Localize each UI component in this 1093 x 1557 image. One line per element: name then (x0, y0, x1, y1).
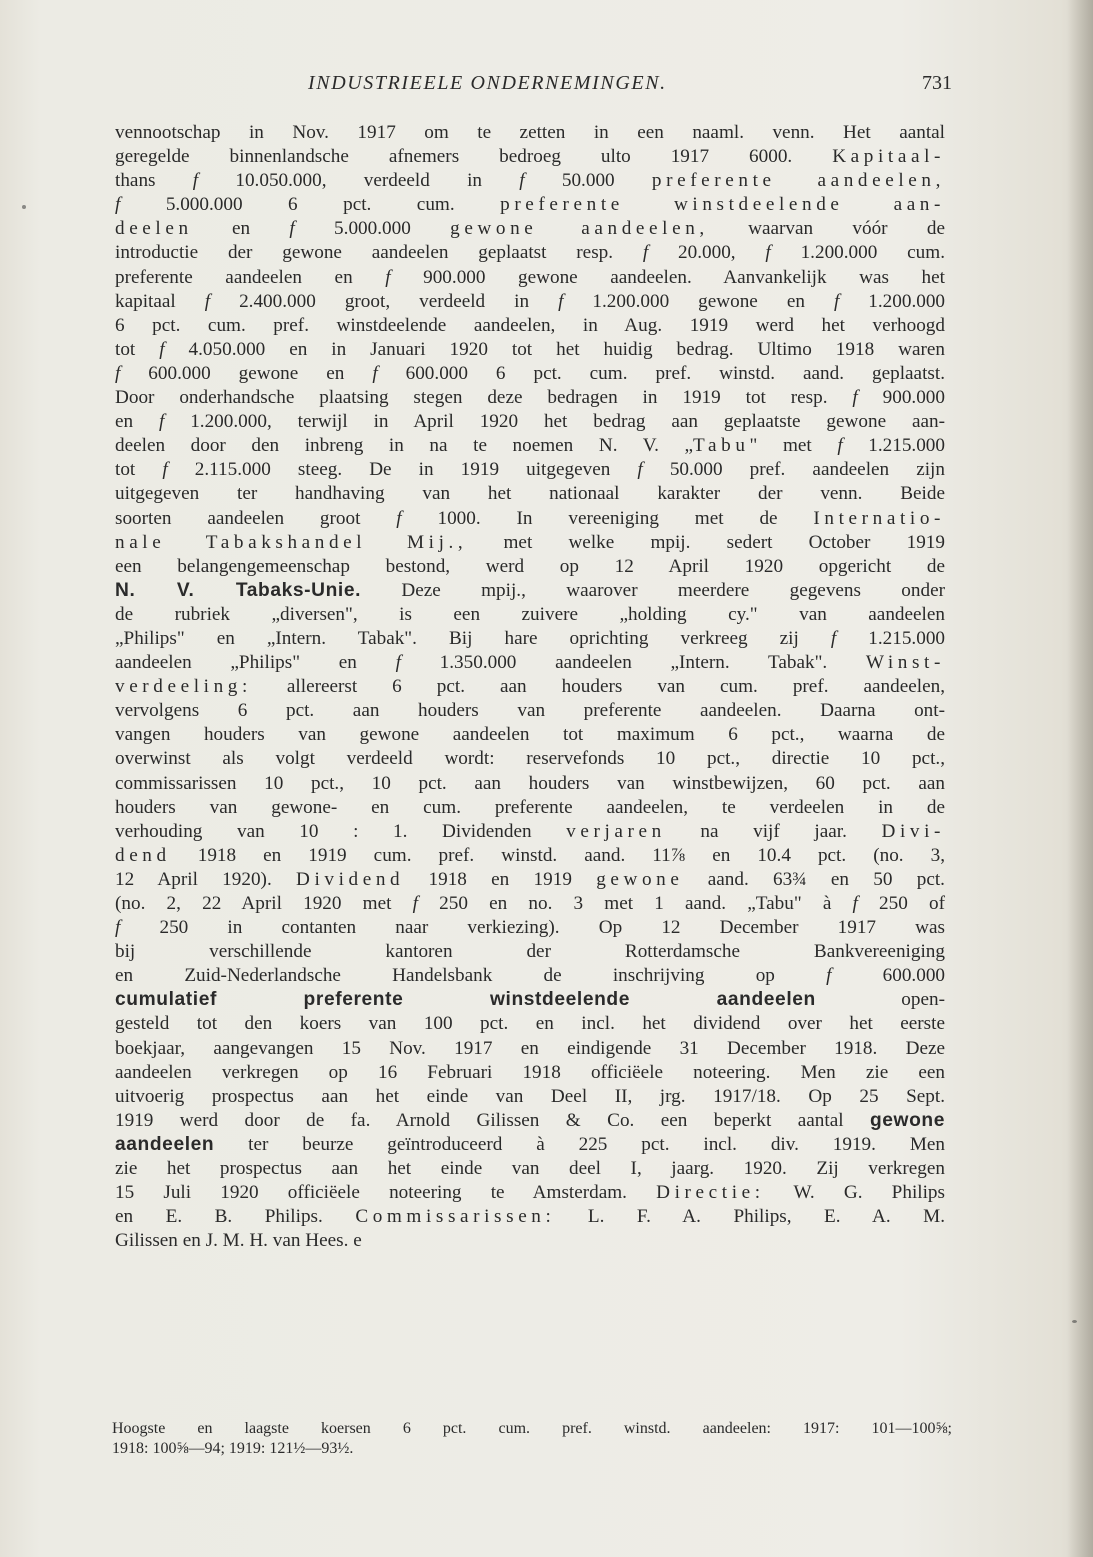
text-segment: gesteld tot den koers van 100 pct. en incl. het dividend over het eerste (115, 1013, 945, 1035)
text-segment: 1918 en 1919 cum. pref. winstd. aand. 11⅞ en 10.4 pct. (no. 3, (170, 844, 945, 866)
text-line (115, 603, 945, 627)
text-segment: Gilissen en J. M. H. van Hees. e (115, 1230, 362, 1252)
text-segment: nale Tabakshandel Mij., (115, 531, 468, 553)
text-segment: f (765, 242, 771, 264)
text-segment: f (204, 290, 211, 312)
text-segment: 250 of (857, 893, 945, 914)
text-line (115, 772, 945, 796)
text-segment: 6 pct. cum. pref. winstdeelende aandeelen, in Aug. 1919 werd het verhoogd (115, 314, 945, 336)
text-segment: f (158, 411, 165, 433)
text-segment: (no. 2, 22 April 1920 met (115, 893, 413, 914)
text-line (115, 169, 945, 193)
text-segment: f (519, 170, 525, 192)
text-line (115, 964, 945, 988)
text-segment: ter beurze geïntroduceerd à 225 pct. incl. div. 1919. Men (214, 1133, 945, 1155)
text-segment: 900.000 gewone aandeelen. Aanvankelijk was het (390, 266, 945, 288)
text-line (115, 1157, 945, 1181)
text-line (115, 482, 945, 506)
text-segment: commissarissen 10 pct., 10 pct. aan houders van winstbewijzen, 60 pct. aan (115, 772, 945, 794)
text-segment: Internatio- (813, 507, 945, 529)
text-line (115, 410, 945, 434)
text-segment: preferente aandeelen en (115, 266, 386, 288)
text-segment: 1.215.000 (842, 435, 945, 457)
text-segment: f (385, 266, 391, 288)
text-line (115, 507, 945, 531)
text-segment: f (833, 290, 840, 312)
text-line (115, 651, 945, 675)
body-text (115, 121, 945, 1253)
text-segment: f (837, 435, 843, 457)
text-line (115, 1133, 945, 1157)
text-segment: zie het prospectus aan het einde van deel I, jaarg. 1920. Zij verkregen (115, 1158, 945, 1180)
text-segment: 1.200.000 cum. (770, 242, 945, 264)
text-segment: open- (815, 989, 945, 1011)
text-segment: f (830, 627, 837, 649)
text-segment: f (637, 459, 643, 481)
text-line (115, 675, 945, 699)
text-segment: f (289, 218, 295, 240)
text-segment: 600.000 gewone en (120, 362, 373, 384)
footnote-line: 1918: 100⅝—94; 1919: 121½—93½. (112, 1440, 354, 1457)
text-segment: f (115, 917, 121, 939)
text-line (115, 121, 945, 145)
text-line (115, 145, 945, 169)
text-line (115, 362, 945, 386)
text-segment: na vijf jaar. (665, 820, 882, 842)
text-line (115, 579, 945, 603)
text-segment: 20.000, (648, 242, 766, 264)
text-line (115, 1205, 945, 1229)
text-segment: 50.000 pref. aandeelen zijn (642, 459, 945, 481)
text-segment: dend (115, 844, 171, 866)
text-segment: " met (749, 435, 838, 457)
text-line (115, 627, 945, 651)
text-segment: waarvan vóór de (708, 218, 945, 240)
text-segment: verjaren (566, 820, 666, 842)
text-segment: een belangengemeenschap bestond, werd op 12 April 1920 opgericht de (115, 555, 945, 577)
page-header (112, 72, 952, 102)
text-line (115, 916, 945, 940)
text-line (115, 193, 945, 217)
text-segment: L. F. A. Philips, E. A. M. (555, 1206, 945, 1228)
text-line (115, 723, 945, 747)
text-segment: verdeeling: (115, 676, 252, 698)
text-segment: 2.400.000 groot, verdeeld in (210, 290, 559, 312)
text-segment: boekjaar, aangevangen 15 Nov. 1917 en eindigende 31 December 1918. Deze (115, 1037, 945, 1059)
text-segment: tot (115, 338, 160, 360)
text-segment: f (115, 362, 121, 384)
text-segment: Dividend (296, 868, 405, 890)
text-segment: 15 Juli 1920 officiëele noteering te Amsterdam. (115, 1182, 657, 1204)
text-line (115, 747, 945, 771)
text-segment: overwinst als volgt verdeeld wordt: reservefonds 10 pct., directie 10 pct., (115, 748, 945, 770)
text-line (115, 868, 945, 892)
text-segment: Kapitaal- (832, 146, 945, 168)
text-segment: preferente aandeelen, (651, 170, 945, 192)
text-segment: 50.000 (524, 170, 652, 192)
text-segment: en (192, 218, 290, 240)
text-segment: 1.200.000 (839, 290, 946, 312)
text-segment: 1.200.000, terwijl in April 1920 het bedrag aan geplaatste gewone aan- (164, 411, 945, 433)
text-line (115, 1229, 945, 1253)
text-segment: 1918 en 1919 (404, 868, 597, 890)
text-line (115, 386, 945, 410)
text-segment: en Zuid-Nederlandsche Handelsbank de inschrijving op (115, 965, 827, 987)
text-segment: f (372, 362, 378, 384)
text-segment: 600.000 (831, 965, 945, 987)
text-segment: verhouding van 10 : 1. Dividenden (115, 820, 567, 842)
text-line (115, 314, 945, 338)
text-segment: soorten aandeelen groot (115, 507, 397, 529)
page-number: 731 (922, 72, 952, 94)
text-segment: 250 in contanten naar verkiezing). Op 12 December 1917 was (120, 917, 945, 939)
text-line (115, 266, 945, 290)
text-segment: allereerst 6 pct. aan houders van cum. pref. aandeelen, (251, 676, 945, 698)
text-segment: bij verschillende kantoren der Rotterdamsche Bankvereeniging (115, 941, 945, 963)
text-segment: met welke mpij. sedert October 1919 (467, 531, 945, 553)
text-segment: f (852, 893, 858, 914)
text-segment: 4.050.000 en in Januari 1920 tot het huidig bedrag. Ultimo 1918 waren (164, 338, 945, 360)
text-segment: aandeelen verkregen op 16 Februari 1918 officiëele noteering. Men zie een (115, 1061, 945, 1083)
text-segment: Directie: (656, 1182, 765, 1204)
text-segment: Commissarissen: (355, 1206, 556, 1228)
text-segment: uitgegeven ter handhaving van het nationaal karakter der venn. Beide (115, 483, 945, 505)
text-segment: 600.000 6 pct. cum. pref. winstd. aand. geplaatst. (377, 362, 945, 384)
footnote (112, 1419, 952, 1459)
text-segment: 1919 werd door de fa. Arnold Gilissen & Co. een beperkt aantal (115, 1109, 870, 1131)
text-line (115, 699, 945, 723)
text-segment: aandeelen (115, 1133, 215, 1155)
text-segment: f (192, 170, 199, 192)
text-segment: 5.000.000 6 pct. cum. (120, 194, 501, 216)
footnote-line: Hoogste en laagste koersen 6 pct. cum. pref. winstd. aandeelen: 1917: 101—100⅝; (112, 1420, 952, 1437)
text-segment: kapitaal (115, 290, 205, 312)
text-segment: deelen door den inbreng in na te noemen N. V. „ (115, 435, 694, 457)
text-line (115, 988, 945, 1012)
text-segment: f (852, 387, 858, 409)
text-segment: de rubriek „diversen", is een zuivere „holding cy." van aandeelen (115, 603, 945, 625)
text-segment: vangen houders van gewone aandeelen tot maximum 6 pct., waarna de (115, 724, 945, 746)
text-line (115, 458, 945, 482)
text-segment: 1.200.000 gewone en (563, 290, 834, 312)
text-segment: cumulatief preferente winstdeelende aandeelen (115, 989, 816, 1011)
text-segment: f (558, 290, 564, 312)
text-line (115, 892, 945, 916)
text-line (115, 1085, 945, 1109)
text-segment: 250 en no. 3 met 1 aand. „Tabu" à (417, 893, 853, 914)
text-segment: 900.000 (857, 387, 945, 409)
text-segment: 1.350.000 aandeelen „Intern. Tabak". (400, 652, 866, 674)
text-segment: 1000. In vereeniging met de (401, 507, 814, 529)
text-segment: f (396, 507, 402, 529)
text-line (115, 1109, 945, 1133)
text-line (115, 820, 945, 844)
text-line (115, 1012, 945, 1036)
text-segment: f (412, 893, 418, 914)
text-segment: f (642, 242, 649, 264)
text-line (115, 1037, 945, 1061)
text-segment: deelen (115, 218, 193, 240)
text-segment: gewone aandeelen, (450, 218, 709, 240)
text-segment: vervolgens 6 pct. aan houders van preferente aandeelen. Daarna ont- (115, 700, 945, 722)
ink-speck (1072, 1320, 1077, 1323)
text-segment: geregelde binnenlandsche afnemers bedroeg ulto 1917 6000. (115, 146, 833, 168)
text-line (115, 844, 945, 868)
text-segment: W. G. Philips (764, 1182, 945, 1204)
text-segment: gewone (869, 1109, 945, 1131)
text-segment: gewone (596, 868, 684, 890)
page-edge-shadow (1067, 0, 1093, 1557)
text-line (115, 434, 945, 458)
text-line (115, 241, 945, 265)
text-line (115, 555, 945, 579)
text-line (115, 940, 945, 964)
text-segment: Divi- (881, 820, 945, 842)
text-segment: f (395, 652, 401, 674)
text-line (115, 217, 945, 241)
text-segment: thans (115, 170, 193, 192)
text-line (115, 290, 945, 314)
text-segment: Tabu (693, 435, 750, 457)
text-segment: 5.000.000 (294, 218, 451, 240)
text-line (115, 1061, 945, 1085)
text-segment: 1.215.000 (836, 627, 946, 649)
ink-speck (22, 205, 26, 209)
text-segment: f (159, 338, 165, 360)
text-segment: N. V. Tabaks-Unie. (115, 579, 362, 601)
text-segment: 10.050.000, verdeeld in (198, 170, 520, 192)
text-segment: f (826, 965, 832, 987)
text-line (115, 531, 945, 555)
text-segment: en (115, 411, 159, 433)
text-segment: f (115, 194, 121, 216)
text-segment: en E. B. Philips. (115, 1206, 356, 1228)
text-line (115, 1181, 945, 1205)
text-segment: uitvoerig prospectus aan het einde van Deel II, jrg. 1917/18. Op 25 Sept. (115, 1085, 945, 1107)
text-line (115, 338, 945, 362)
text-segment: aand. 63¾ en 50 pct. (683, 868, 945, 890)
text-segment: 12 April 1920). (115, 868, 297, 890)
text-segment: 2.115.000 steeg. De in 1919 uitgegeven (167, 459, 638, 481)
text-segment: „Philips" en „Intern. Tabak". Bij hare oprichting verkreeg zij (115, 627, 831, 649)
text-segment: aandeelen „Philips" en (115, 652, 396, 674)
text-segment: Deze mpij., waarover meerdere gegevens onder (361, 579, 945, 601)
text-segment: Door onderhandsche plaatsing stegen deze bedragen in 1919 tot resp. (115, 387, 853, 409)
text-segment: preferente winstdeelende aan- (500, 194, 945, 216)
text-segment: houders van gewone- en cum. preferente aandeelen, te verdeelen in de (115, 796, 945, 818)
text-segment: introductie der gewone aandeelen geplaatst resp. (115, 242, 643, 264)
text-segment: tot (115, 459, 163, 481)
text-segment: Winst- (865, 652, 945, 674)
text-segment: f (162, 459, 168, 481)
running-title: INDUSTRIEELE ONDERNEMINGEN. (308, 72, 667, 94)
text-line (115, 796, 945, 820)
text-segment: vennootschap in Nov. 1917 om te zetten in een naaml. venn. Het aantal (115, 122, 945, 143)
